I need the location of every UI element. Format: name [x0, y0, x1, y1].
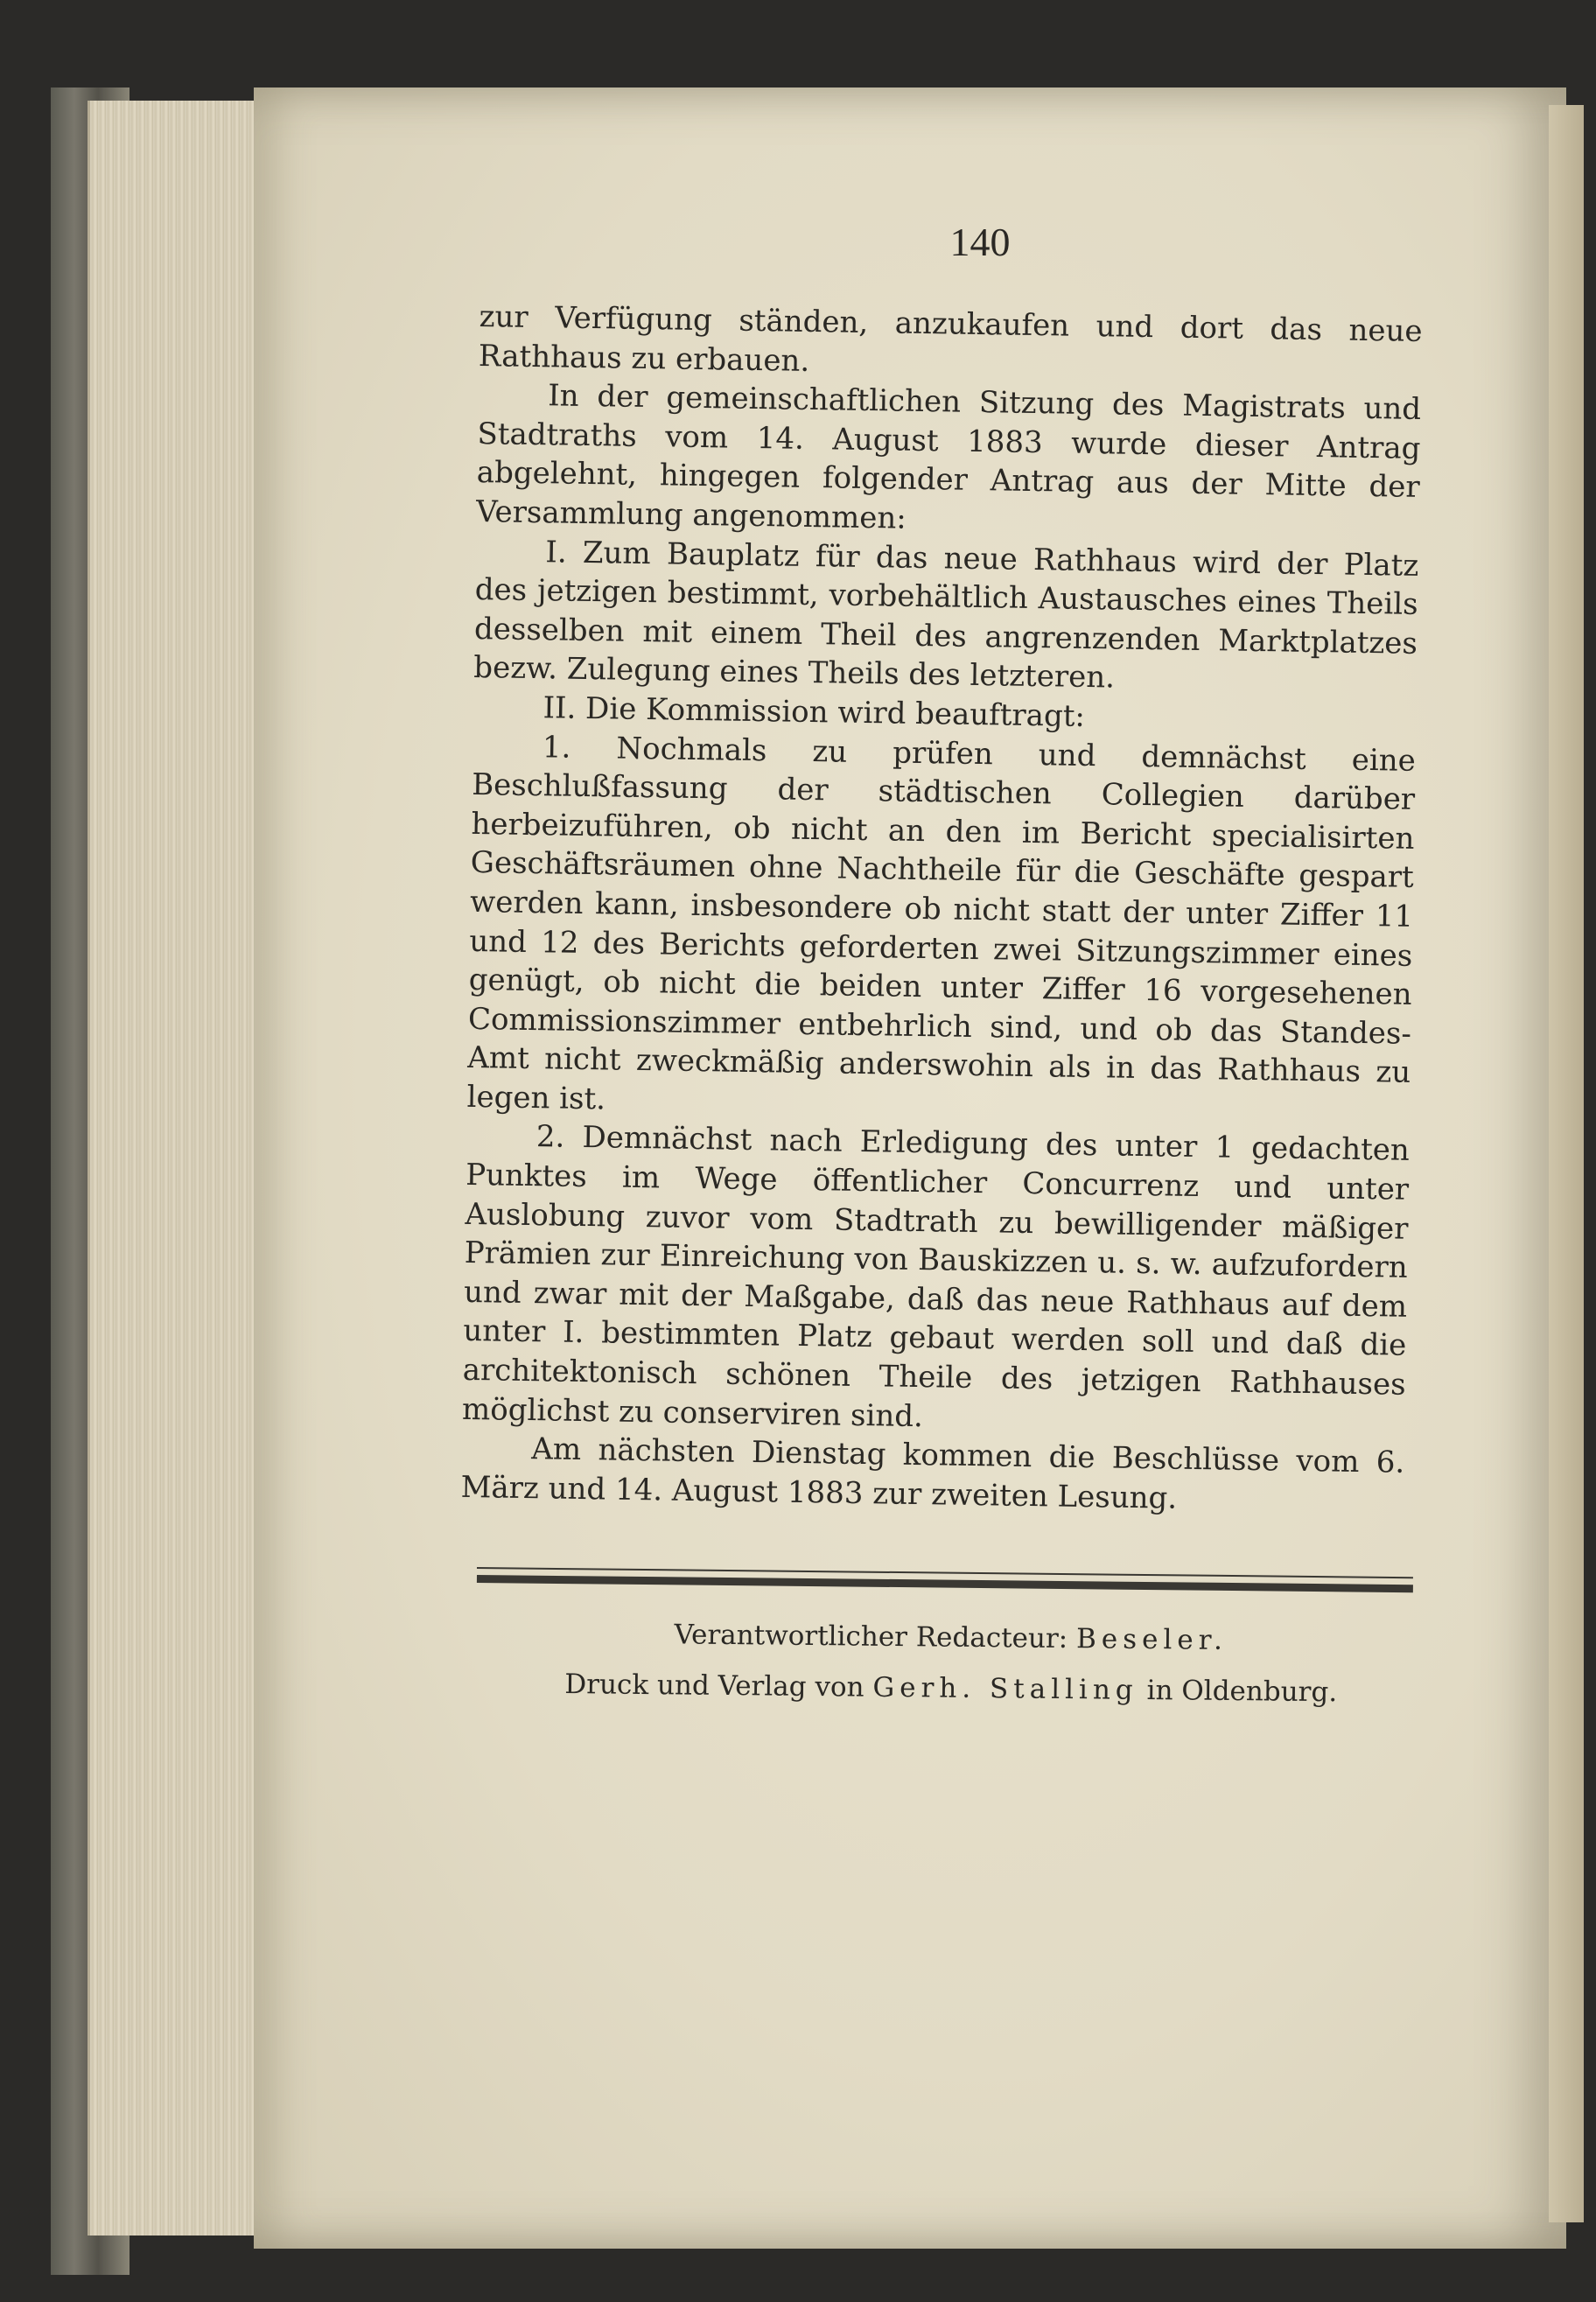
page-edges [88, 101, 265, 2236]
paragraph: 2. Demnächst nach Erledigung des unter 1 gedachten Punktes im Wege öffentlicher Concurrenz und unter Auslobung zuvor vom Stadtrath zu bewilligender mäßiger Prämien zur Einreichung von Bauskizzen u. s. w. aufzufordern und zwar mit der Maßgabe, daß das neue Rathhaus auf dem unter I. bestimmten Platz gebaut werden soll und daß die architektonisch schönen Theile des jetzigen Rathhauses möglichst zu conserviren sind. [461, 1119, 1410, 1434]
editor-label: Verantwortlicher Redacteur: [674, 1619, 1068, 1655]
paragraph: Am nächsten Dienstag kommen die Beschlüsse vom 6. März und 14. August 1883 zur zweiten Lesung. [460, 1431, 1405, 1516]
editor-name: Beseler. [1075, 1623, 1228, 1656]
printer-name: Gerh. Stalling [872, 1671, 1138, 1706]
paragraph: II. Die Kommission wird beauftragt: [542, 690, 1086, 734]
paragraph: zur Verfügung ständen, anzukaufen und dort das neue Rathhaus zu erbauen. [478, 298, 1423, 379]
printer-prefix: Druck und Verlag von [564, 1669, 864, 1704]
paragraph: I. Zum Bauplatz für das neue Rathhaus wird der Platz des jetzigen bestimmt, vorbehältlich Austausches eines Theils desselben mit einem Theil des angrenzenden Marktplatzes bezw. Zulegung eines Theils des letzteren. [473, 534, 1419, 696]
page-right-edge [1549, 105, 1584, 2222]
page-number: 140 [949, 220, 1011, 264]
printer-suffix: in Oldenburg. [1146, 1674, 1338, 1709]
paragraph: 1. Nochmals zu prüfen und demnächst eine Beschlußfassung der städtischen Collegien darüber herbeizuführen, ob nicht an den im Bericht specialisirten Geschäftsräumen ohne Nachtheile für die Geschäfte gespart werden kann, insbesondere ob nicht statt der unter Ziffer 11 und 12 des Berichts geforderten zwei Sitzungszimmer eines genügt, ob nicht die beiden unter Ziffer 16 vorgesehenen Commissionszimmer entbehrlich sind, und ob das Standes-Amt nicht zweckmäßig anderswohin als in das Rathhaus zu legen ist. [466, 729, 1417, 1117]
body-text [460, 297, 1423, 1522]
paragraph: In der gemeinschaftlichen Sitzung des Magistrats und Stadtraths vom 14. August 1883 wurde dieser Antrag abgelehnt, hingegen folgender Antrag aus der Mitte der Versammlung angenommen: [475, 378, 1422, 536]
